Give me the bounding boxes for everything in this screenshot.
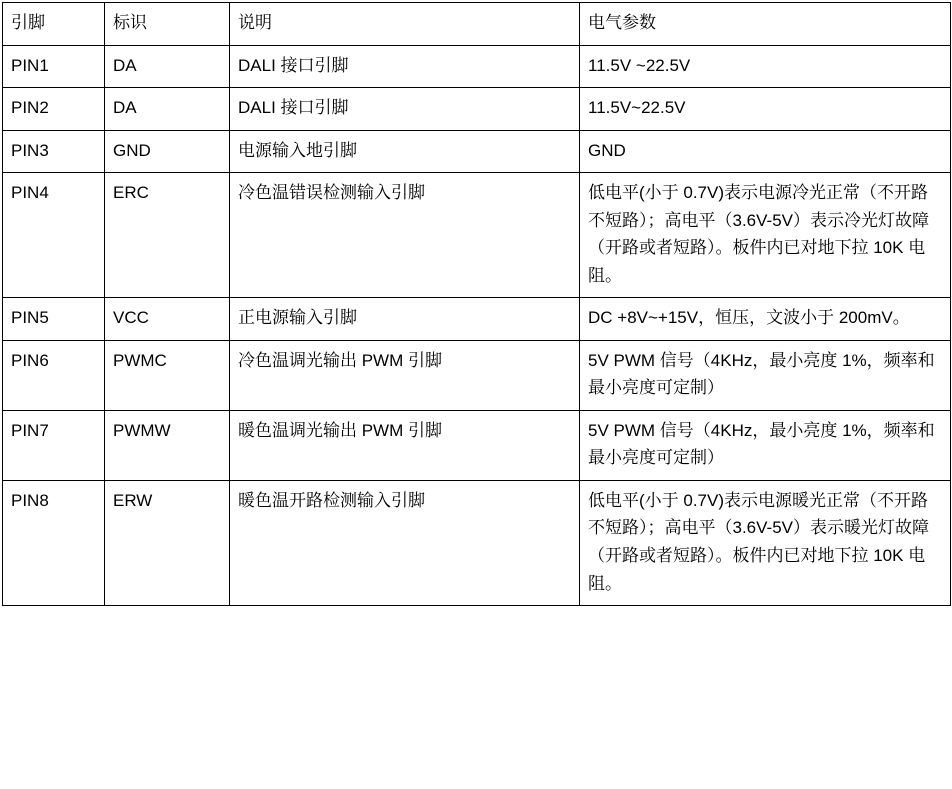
cell-mark xyxy=(105,88,230,131)
mark-value: GND xyxy=(113,140,151,160)
desc-value: 正电源输入引脚 xyxy=(238,308,357,328)
header-label-elec: 电气参数 xyxy=(588,13,656,32)
cell-desc xyxy=(230,173,580,298)
table-row xyxy=(3,130,951,173)
cell-pin xyxy=(3,298,105,341)
header-label-pin: 引脚 xyxy=(11,13,45,32)
mark-value: DA xyxy=(113,55,137,75)
cell-desc xyxy=(230,88,580,131)
cell-elec xyxy=(580,480,951,605)
elec-value: 5V PWM 信号（4KHz，最小亮度 1%，频率和最小亮度可定制） xyxy=(588,420,935,468)
desc-value: 冷色温调光输出 PWM 引脚 xyxy=(238,350,442,370)
table-header-row xyxy=(3,3,951,46)
table-row xyxy=(3,480,951,605)
cell-elec xyxy=(580,45,951,88)
pin-value: PIN7 xyxy=(11,420,49,440)
cell-mark xyxy=(105,298,230,341)
cell-desc xyxy=(230,480,580,605)
mark-value: DA xyxy=(113,98,137,118)
cell-pin xyxy=(3,173,105,298)
cell-desc xyxy=(230,130,580,173)
header-label-desc: 说明 xyxy=(238,13,272,32)
cell-pin xyxy=(3,340,105,410)
cell-elec xyxy=(580,130,951,173)
cell-mark xyxy=(105,173,230,298)
pin-value: PIN3 xyxy=(11,140,49,160)
cell-elec xyxy=(580,298,951,341)
elec-value: 11.5V ~22.5V xyxy=(588,55,691,75)
cell-pin xyxy=(3,88,105,131)
cell-pin xyxy=(3,130,105,173)
cell-mark xyxy=(105,130,230,173)
mark-value: ERC xyxy=(113,183,149,203)
elec-value: 低电平(小于 0.7V)表示电源冷光正常（不开路不短路）；高电平（3.6V-5V）表示冷光灯故障（开路或者短路）。板件内已对地下拉 10K 电阻。 xyxy=(588,183,929,285)
pin-value: PIN4 xyxy=(11,183,49,203)
cell-elec xyxy=(580,410,951,480)
table-row xyxy=(3,45,951,88)
elec-value: 低电平(小于 0.7V)表示电源暖光正常（不开路不短路）；高电平（3.6V-5V）表示暖光灯故障（开路或者短路）。板件内已对地下拉 10K 电阻。 xyxy=(588,490,929,593)
pin-value: PIN2 xyxy=(11,98,49,118)
table-row xyxy=(3,410,951,480)
pin-value: PIN5 xyxy=(11,308,49,328)
elec-value: GND xyxy=(588,140,626,160)
cell-mark xyxy=(105,410,230,480)
cell-mark xyxy=(105,45,230,88)
desc-value: DALI 接口引脚 xyxy=(238,55,349,75)
header-label-mark: 标识 xyxy=(113,13,147,32)
cell-pin xyxy=(3,410,105,480)
cell-pin xyxy=(3,480,105,605)
table-header-cell-mark xyxy=(105,3,230,46)
pin-definition-table xyxy=(2,2,951,606)
table-row xyxy=(3,173,951,298)
cell-elec xyxy=(580,88,951,131)
cell-elec xyxy=(580,340,951,410)
desc-value: 冷色温错误检测输入引脚 xyxy=(238,183,425,203)
pin-value: PIN1 xyxy=(11,55,49,75)
elec-value: DC +8V~+15V，恒压，文波小于 200mV。 xyxy=(588,308,910,328)
elec-value: 11.5V~22.5V xyxy=(588,98,686,118)
table-row xyxy=(3,298,951,341)
cell-mark xyxy=(105,340,230,410)
table-row xyxy=(3,340,951,410)
cell-mark xyxy=(105,480,230,605)
desc-value: DALI 接口引脚 xyxy=(238,98,349,118)
cell-pin xyxy=(3,45,105,88)
elec-value: 5V PWM 信号（4KHz，最小亮度 1%，频率和最小亮度可定制） xyxy=(588,350,935,398)
cell-desc xyxy=(230,45,580,88)
desc-value: 暖色温开路检测输入引脚 xyxy=(238,490,425,510)
table-header-cell-desc xyxy=(230,3,580,46)
cell-desc xyxy=(230,410,580,480)
pin-value: PIN6 xyxy=(11,350,49,370)
mark-value: VCC xyxy=(113,308,149,328)
cell-elec xyxy=(580,173,951,298)
pin-value: PIN8 xyxy=(11,490,49,510)
cell-desc xyxy=(230,340,580,410)
table-row xyxy=(3,88,951,131)
mark-value: ERW xyxy=(113,490,153,510)
mark-value: PWMW xyxy=(113,420,171,440)
table-header-cell-elec xyxy=(580,3,951,46)
mark-value: PWMC xyxy=(113,350,167,370)
cell-desc xyxy=(230,298,580,341)
desc-value: 暖色温调光输出 PWM 引脚 xyxy=(238,420,442,440)
desc-value: 电源输入地引脚 xyxy=(238,140,357,160)
table-header-cell-pin xyxy=(3,3,105,46)
